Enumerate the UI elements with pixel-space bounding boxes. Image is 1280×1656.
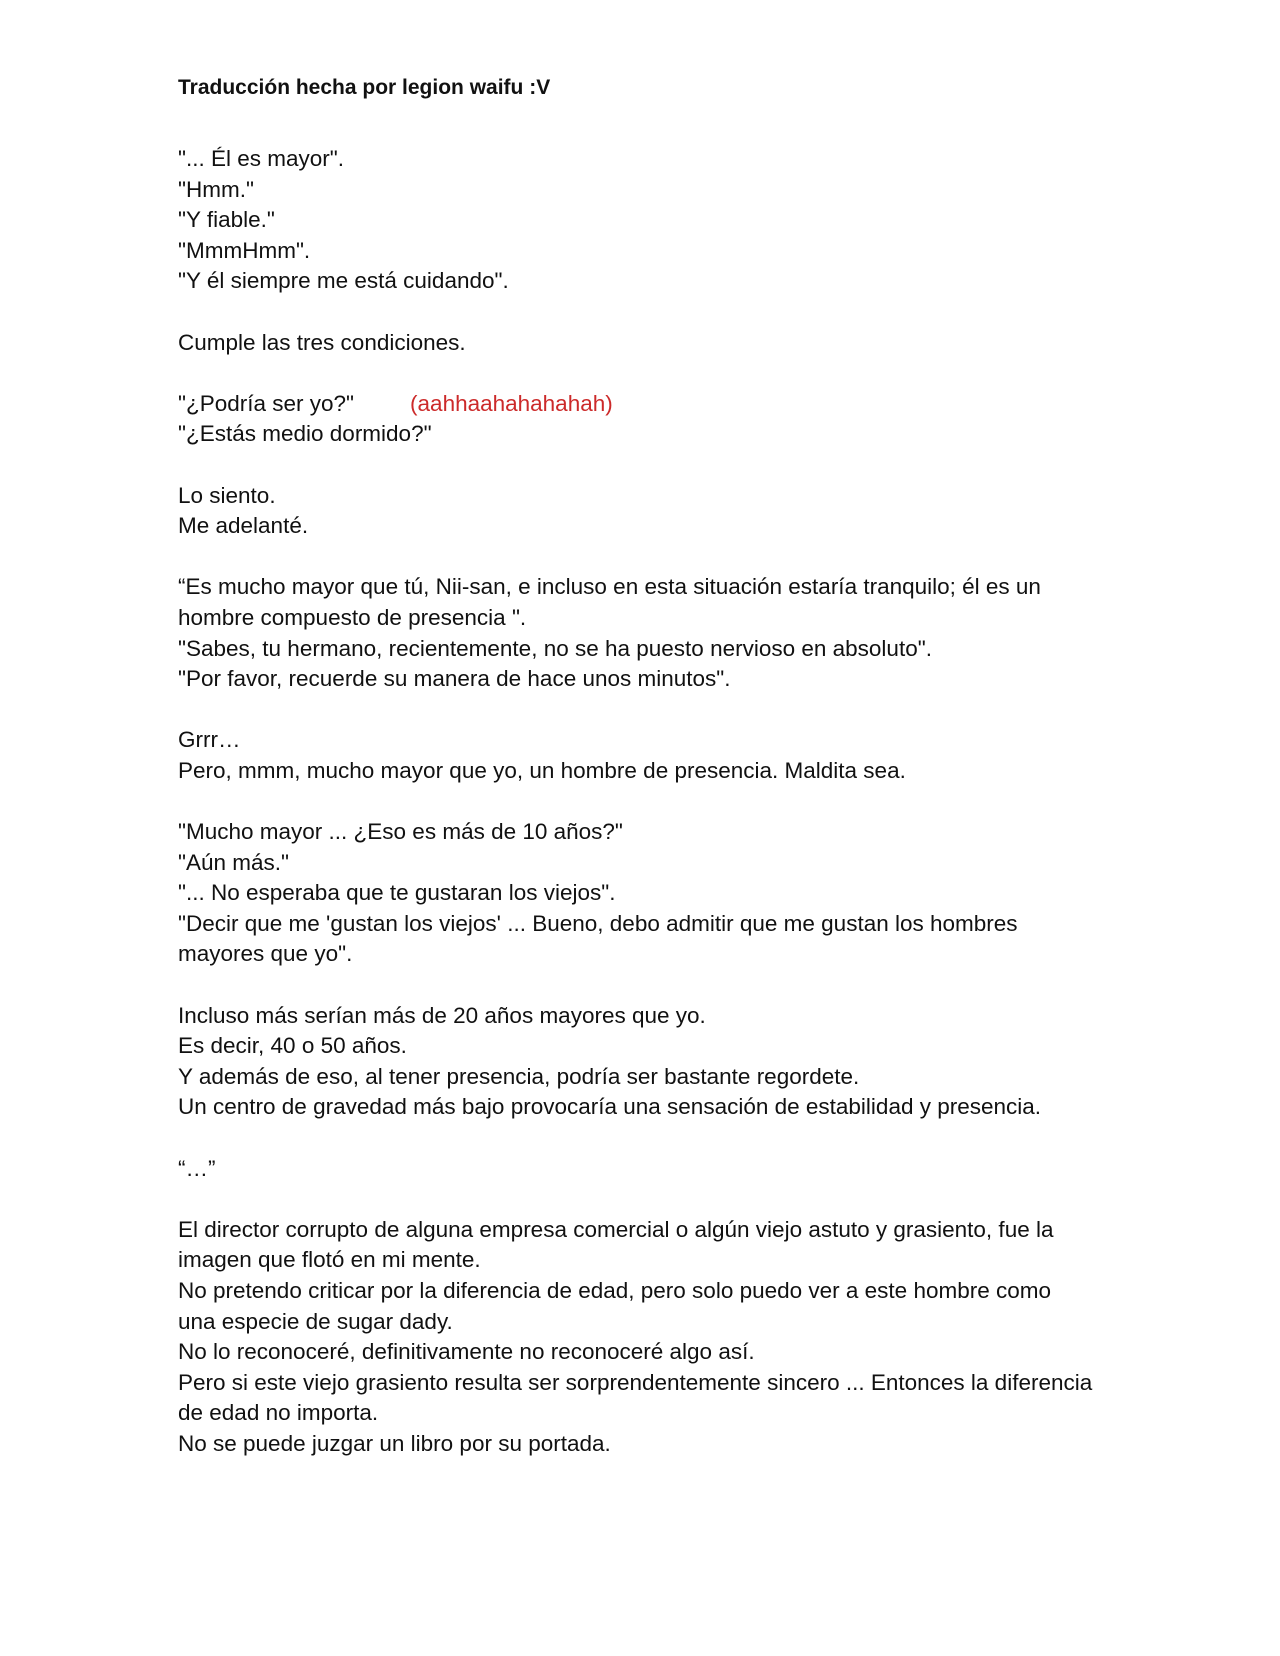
text-line <box>178 1092 1118 1123</box>
line-text: mayores que yo". <box>178 941 353 967</box>
line-text: No pretendo criticar por la diferencia de edad, pero solo puedo ver a este hombre como <box>178 1277 1052 1303</box>
translator-note: (aahhaahahahahah) <box>410 390 613 416</box>
line-text: Cumple las tres condiciones. <box>178 329 466 355</box>
text-line <box>178 848 1118 879</box>
line-text: "Hmm." <box>178 176 254 202</box>
text-line <box>178 1398 1118 1429</box>
line-text: Lo siento. <box>178 482 276 508</box>
text-line <box>178 664 1118 695</box>
line-text: No lo reconoceré, definitivamente no reconoceré algo así. <box>178 1339 755 1365</box>
document-title: Traducción hecha por legion waifu :V <box>178 76 551 99</box>
text-line <box>178 1307 1118 1338</box>
text-line <box>178 266 1118 297</box>
text-line <box>178 1215 1118 1246</box>
paragraph <box>178 1215 1118 1460</box>
paragraph <box>178 725 1118 786</box>
text-line <box>178 1429 1118 1460</box>
text-line <box>178 1031 1118 1062</box>
line-text: hombre compuesto de presencia ". <box>178 604 527 630</box>
line-text: "Y fiable." <box>178 207 275 233</box>
line-text: "Por favor, recuerde su manera de hace unos minutos". <box>178 666 731 692</box>
line-text: "Y él siempre me está cuidando". <box>178 268 509 294</box>
text-line <box>178 1062 1118 1093</box>
text-line <box>178 328 1118 359</box>
paragraph <box>178 144 1118 297</box>
paragraph <box>178 1154 1118 1185</box>
text-line <box>178 572 1118 603</box>
paragraph <box>178 1001 1118 1123</box>
line-text: "Aún más." <box>178 849 290 875</box>
text-line <box>178 389 1118 420</box>
text-line <box>178 603 1118 634</box>
line-text: "¿Podría ser yo?" <box>178 390 355 416</box>
document-page <box>178 72 1118 1490</box>
paragraph <box>178 389 1118 450</box>
line-text: "Mucho mayor ... ¿Eso es más de 10 años?" <box>178 819 623 845</box>
text-line <box>178 511 1118 542</box>
line-text: Pero si este viejo grasiento resulta ser sorprendentemente sincero ... Entonces la diferencia <box>178 1369 1093 1395</box>
line-text: Incluso más serían más de 20 años mayores que yo. <box>178 1002 706 1028</box>
text-line <box>178 756 1118 787</box>
line-text: El director corrupto de alguna empresa comercial o algún viejo astuto y grasiento, fue la <box>178 1216 1054 1242</box>
line-text: Grrr… <box>178 727 241 753</box>
line-text: "¿Estás medio dormido?" <box>178 421 432 447</box>
line-text: Pero, mmm, mucho mayor que yo, un hombre de presencia. Maldita sea. <box>178 757 906 783</box>
paragraph <box>178 572 1118 694</box>
text-line <box>178 481 1118 512</box>
text-line <box>178 419 1118 450</box>
text-line <box>178 817 1118 848</box>
line-text: Un centro de gravedad más bajo provocaría una sensación de estabilidad y presencia. <box>178 1094 1042 1120</box>
line-text: "... Él es mayor". <box>178 146 345 171</box>
line-text: imagen que flotó en mi mente. <box>178 1247 481 1273</box>
line-text: una especie de sugar dady. <box>178 1308 453 1334</box>
text-line <box>178 634 1118 665</box>
line-text: No se puede juzgar un libro por su portada. <box>178 1430 611 1456</box>
line-text: “Es mucho mayor que tú, Nii-san, e incluso en esta situación estaría tranquilo; él es un <box>178 574 1041 600</box>
text-line <box>178 1337 1118 1368</box>
text-line <box>178 205 1118 236</box>
line-text: "... No esperaba que te gustaran los viejos". <box>178 880 616 906</box>
text-line <box>178 175 1118 206</box>
text-line <box>178 878 1118 909</box>
text-line <box>178 1001 1118 1032</box>
line-text: Es decir, 40 o 50 años. <box>178 1033 407 1059</box>
paragraph <box>178 817 1118 970</box>
text-line <box>178 236 1118 267</box>
line-text: "MmmHmm". <box>178 237 311 263</box>
line-text: "Sabes, tu hermano, recientemente, no se ha puesto nervioso en absoluto". <box>178 635 932 661</box>
line-text: de edad no importa. <box>178 1400 379 1426</box>
text-line <box>178 725 1118 756</box>
text-line <box>178 1368 1118 1399</box>
line-text: "Decir que me 'gustan los viejos' ... Bueno, debo admitir que me gustan los hombres <box>178 910 1018 936</box>
paragraph <box>178 481 1118 542</box>
line-text: “…” <box>178 1155 216 1181</box>
text-line <box>178 939 1118 970</box>
text-line <box>178 144 1118 175</box>
line-text: Me adelanté. <box>178 513 309 539</box>
line-text: Y además de eso, al tener presencia, podría ser bastante regordete. <box>178 1063 860 1089</box>
document-body <box>178 144 1118 1460</box>
text-line <box>178 1276 1118 1307</box>
text-line <box>178 1245 1118 1276</box>
paragraph <box>178 328 1118 359</box>
text-line <box>178 909 1118 940</box>
text-line <box>178 1154 1118 1185</box>
